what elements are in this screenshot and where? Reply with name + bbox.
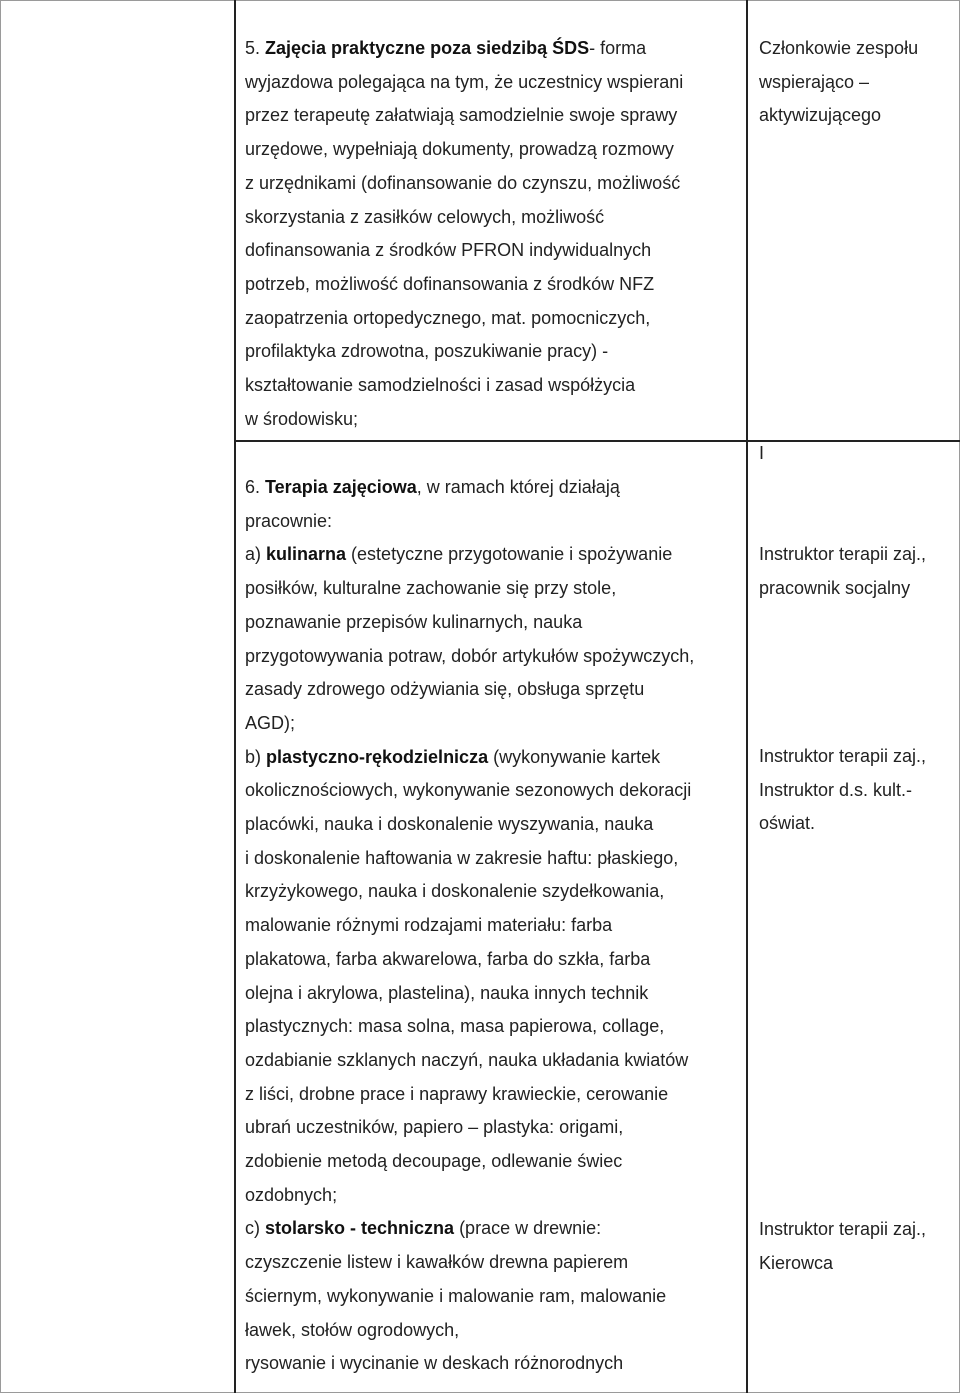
bold-text: Zajęcia praktyczne poza siedzibą ŚDS xyxy=(265,38,590,58)
text-run: urzędowe, wypełniają dokumenty, prowadzą rozmowy xyxy=(245,139,674,160)
row2-description-line xyxy=(245,779,691,801)
row2-staff-line: oświat. xyxy=(759,813,816,834)
row2-description-line xyxy=(245,1251,628,1273)
row2-staff-line: Instruktor terapii zaj., xyxy=(759,746,927,766)
row2-description-line xyxy=(245,577,616,599)
text-run: b) xyxy=(245,746,267,767)
row2-description-line xyxy=(245,645,694,667)
row2-description-line xyxy=(245,1049,688,1071)
row2-description-line xyxy=(245,476,620,498)
text-run: c) xyxy=(245,1218,265,1239)
text-run: (estetyczne przygotowanie i spożywanie xyxy=(346,544,673,565)
row1-description-line xyxy=(245,239,651,261)
bold-text: stolarsko - techniczna xyxy=(265,1218,455,1239)
table-row-divider xyxy=(234,440,960,442)
row2-description-line xyxy=(245,1184,337,1206)
row2-description-line xyxy=(245,1015,664,1037)
row2-description-line xyxy=(245,543,672,565)
text-run: czyszczenie listew i kawałków drewna papierem xyxy=(245,1252,629,1273)
row1-staff-line: wspierająco – xyxy=(759,71,870,92)
row2-description-line xyxy=(245,847,678,869)
row2-description-line xyxy=(245,712,295,734)
row1-description-line xyxy=(245,172,680,194)
text-run: (prace w drewnie: xyxy=(454,1218,602,1239)
text-run: przygotowywania potraw, dobór artykułów spożywczych, xyxy=(245,645,695,666)
row2-description-line xyxy=(245,746,660,768)
row2-description-line xyxy=(245,678,644,700)
text-run: kształtowanie samodzielności i zasad współżycia xyxy=(245,375,636,395)
row2-description-line xyxy=(245,1352,623,1374)
row1-description-line xyxy=(245,307,650,329)
text-run: rysowanie i wycinanie w deskach różnorodnych xyxy=(245,1353,624,1374)
text-run: dofinansowania z środków PFRON indywidualnych xyxy=(245,240,652,261)
text-run: krzyżykowego, nauka i doskonalenie szydełkowania, xyxy=(245,881,665,902)
row2-staff-line: Instruktor terapii zaj., xyxy=(759,1219,927,1239)
text-run: olejna i akrylowa, plastelina), nauka innych technik xyxy=(245,982,649,1003)
row2-description-line xyxy=(245,914,612,936)
row1-staff-line: aktywizującego xyxy=(759,105,882,126)
row2-description-line xyxy=(245,1217,601,1239)
row1-staff-line: Członkowie zespołu xyxy=(759,38,919,58)
text-run: w środowisku; xyxy=(245,408,359,429)
text-run: zaopatrzenia ortopedycznego, mat. pomocniczych, xyxy=(245,307,651,328)
text-run: poznawanie przepisów kulinarnych, nauka xyxy=(245,611,583,632)
text-run: ściernym, wykonywanie i malowanie ram, malowanie xyxy=(245,1285,667,1306)
row2-description-line xyxy=(245,1116,623,1138)
row2-description-line xyxy=(245,611,582,633)
text-run: potrzeb, możliwość dofinansowania z środków NFZ xyxy=(245,273,655,294)
row1-description-line xyxy=(245,273,654,295)
text-run: zasady zdrowego odżywiania się, obsługa sprzętu xyxy=(245,679,645,700)
row1-description-line xyxy=(245,37,646,59)
table-left-border xyxy=(234,0,236,1393)
row2-description-line xyxy=(245,1150,622,1172)
text-run: plakatowa, farba akwarelowa, farba do szkła, farba xyxy=(245,948,651,969)
text-run: - forma xyxy=(589,38,647,58)
text-run: (wykonywanie kartek xyxy=(488,746,661,767)
text-run: ławek, stołów ogrodowych, xyxy=(245,1319,460,1340)
text-run: , w ramach której działają xyxy=(416,477,620,497)
text-run: skorzystania z zasiłków celowych, możliwość xyxy=(245,206,605,227)
bold-text: kulinarna xyxy=(266,544,347,565)
text-run: profilaktyka zdrowotna, poszukiwanie pracy) - xyxy=(245,341,609,362)
text-run: wyjazdowa polegająca na tym, że uczestnicy wspierani xyxy=(245,71,684,92)
row2-staff-line: pracownik socjalny xyxy=(759,577,911,598)
text-run: 5. xyxy=(245,38,266,58)
text-run: 6. xyxy=(245,477,266,497)
text-run: ozdobnych; xyxy=(245,1184,338,1205)
row1-description-line xyxy=(245,408,358,430)
row2-staff-marker: I xyxy=(759,443,765,463)
row2-staff-line: Instruktor terapii zaj., xyxy=(759,544,927,564)
row2-description-line xyxy=(245,1285,666,1307)
row2-description-line xyxy=(245,1319,459,1341)
bold-text: Terapia zajęciowa xyxy=(265,477,417,497)
row1-description-line xyxy=(245,340,608,362)
text-run: przez terapeutę załatwiają samodzielnie swoje sprawy xyxy=(245,105,678,126)
row2-description-line xyxy=(245,510,332,532)
row2-staff-line: Instruktor d.s. kult.- xyxy=(759,779,913,800)
text-run: ozdabianie szklanych naczyń, nauka układania kwiatów xyxy=(245,1049,689,1070)
text-run: okolicznościowych, wykonywanie sezonowych dekoracji xyxy=(245,780,692,801)
text-run: ubrań uczestników, papiero – plastyka: origami, xyxy=(245,1117,624,1138)
text-run: placówki, nauka i doskonalenie wyszywania, nauka xyxy=(245,814,654,834)
row1-description-line xyxy=(245,206,604,228)
text-run: a) xyxy=(245,544,267,565)
text-run: posiłków, kulturalne zachowanie się przy stole, xyxy=(245,578,617,599)
text-run: pracownie: xyxy=(245,510,333,531)
table-column-divider xyxy=(746,0,748,1393)
text-run: z urzędnikami (dofinansowanie do czynszu, możliwość xyxy=(245,172,681,193)
bold-text: plastyczno-rękodzielnicza xyxy=(266,746,489,767)
text-run: malowanie różnymi rodzajami materiału: farba xyxy=(245,915,613,936)
row1-description-line xyxy=(245,71,683,93)
text-run: zdobienie metodą decoupage, odlewanie świec xyxy=(245,1151,623,1171)
row2-description-line xyxy=(245,982,648,1004)
row1-description-line xyxy=(245,138,674,160)
text-run: z liści, drobne prace i naprawy krawieckie, cerowanie xyxy=(245,1083,669,1104)
row1-description-line xyxy=(245,374,635,396)
row2-description-line xyxy=(245,1083,668,1105)
row2-staff-line: Kierowca xyxy=(759,1252,834,1273)
row2-description-line xyxy=(245,880,664,902)
row1-description-line xyxy=(245,104,677,126)
text-run: i doskonalenie haftowania w zakresie haftu: płaskiego, xyxy=(245,847,679,868)
row2-description-line xyxy=(245,948,650,970)
text-run: plastycznych: masa solna, masa papierowa, collage, xyxy=(245,1016,665,1037)
text-run: AGD); xyxy=(245,712,296,733)
row2-description-line xyxy=(245,813,653,835)
